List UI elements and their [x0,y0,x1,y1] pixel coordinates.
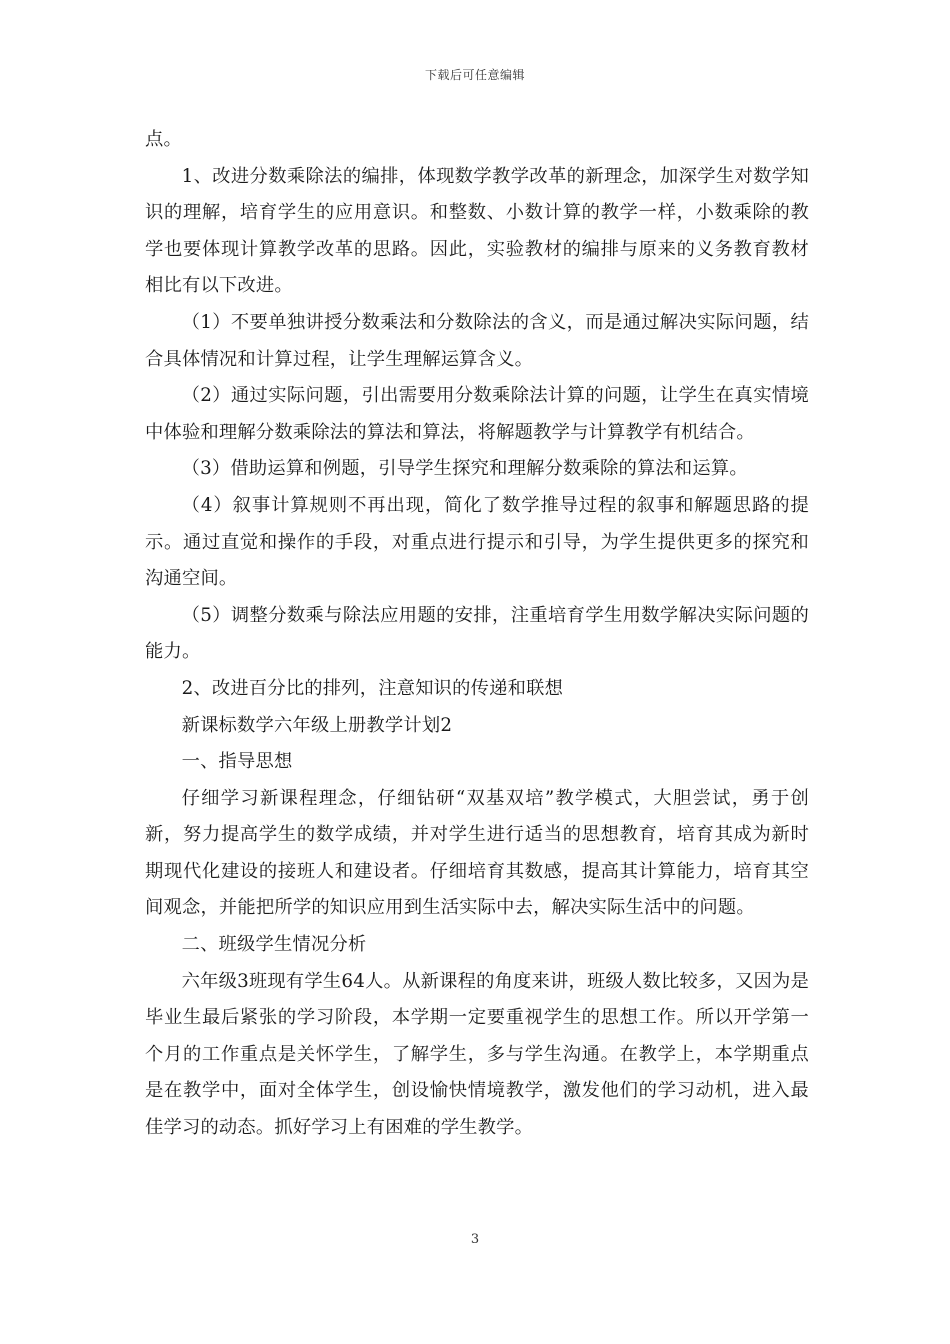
paragraph: 仔细学习新课程理念，仔细钻研“双基双培”教学模式，大胆尝试，勇于创新，努力提高学生的数学成绩，并对学生进行适当的思想教育，培育其成为新时期现代化建设的接班人和建设者。仔细培育其数感，提高其计算能力，培育其空间观念，并能把所学的知识应用到生活实际中去，解决实际生活中的问题。 [145,787,809,919]
paragraph: 六年级3班现有学生64人。从新课程的角度来讲，班级人数比较多，又因为是毕业生最后紧张的学习阶段，本学期一定要重视学生的思想工作。所以开学第一个月的工作重点是关怀学生，了解学生，多与学生沟通。在教学上，本学期重点是在教学中，面对全体学生，创设愉快情境教学，激发他们的学习动机，进入最佳学习的动态。抓好学习上有困难的学生教学。 [145,970,809,1139]
page-header: 下载后可任意编辑 [424,68,525,82]
paragraph: 1、改进分数乘除法的编排，体现数学教学改革的新理念，加深学生对数学知识的理解，培育学生的应用意识。和整数、小数计算的教学一样，小数乘除的教学也要体现计算教学改革的思路。因此，实验教材的编排与原来的义务教育教材相比有以下改进。 [145,165,809,297]
paragraph: 2、改进百分比的排列，注意知识的传递和联想 [181,677,564,699]
document-body [145,122,809,1147]
paragraph: （5）调整分数乘与除法应用题的安排，注重培育学生用数学解决实际问题的能力。 [145,604,809,663]
section-title: 新课标数学六年级上册教学计划2 [181,714,453,736]
paragraph: （1）不要单独讲授分数乘法和分数除法的含义，而是通过解决实际问题，结合具体情况和计算过程，让学生理解运算含义。 [145,311,809,370]
paragraph: （3）借助运算和例题，引导学生探究和理解分数乘除的算法和运算。 [181,458,748,480]
paragraph: 点。 [145,129,182,150]
page-number: 3 [470,1232,480,1247]
paragraph: （4）叙事计算规则不再出现，简化了数学推导过程的叙事和解题思路的提示。通过直觉和操作的手段，对重点进行提示和引导，为学生提供更多的探究和沟通空间。 [145,494,809,590]
paragraph: （2）通过实际问题，引出需要用分数乘除法计算的问题，让学生在真实情境中体验和理解分数乘除法的算法和算法，将解题教学与计算教学有机结合。 [145,385,809,443]
section-heading: 一、指导思想 [181,751,293,773]
section-heading: 二、班级学生情况分析 [181,934,367,956]
